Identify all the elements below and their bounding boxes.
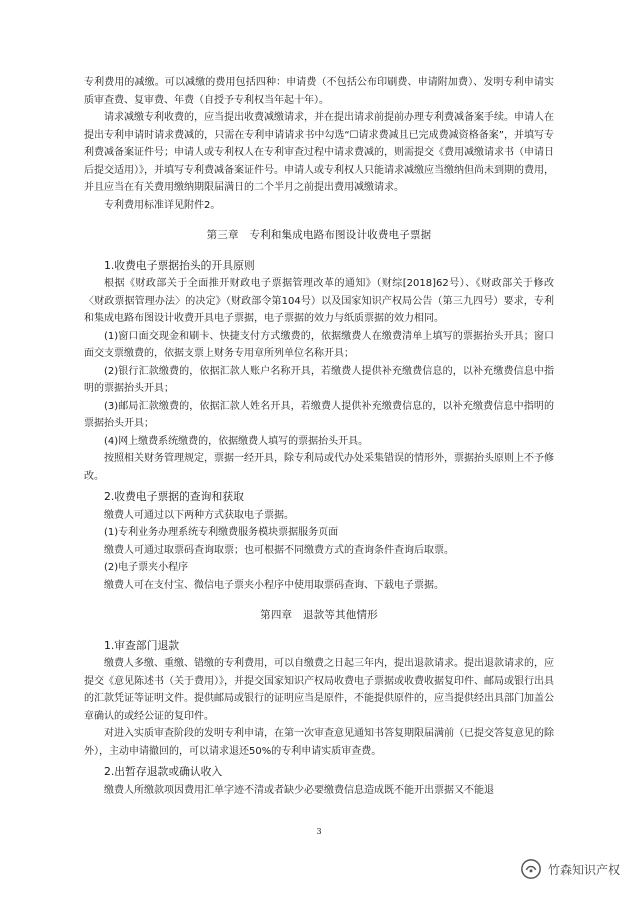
- paragraph: 按照相关财务管理规定，票据一经开具，除专利局或代办处采集错误的情形外，票据抬头原则上不予修改。: [84, 453, 554, 482]
- page-content: [84, 74, 554, 799]
- paragraph: 专利费用的减缴。可以减缴的费用包括四种：申请费（不包括公布印刷费、申请附加费）、发明专利申请实质审查费、复审费、年费（自授予专利权当年起十年）。: [84, 77, 554, 106]
- section-4-2-body: [84, 782, 554, 800]
- paragraph: 根据《财政部关于全面推开财政电子票据管理改革的通知》（财综[2018]62号）、《财政部关于修改〈财政票据管理办法〉的决定》（财政部令第104号）以及国家知识产权局公告（第三九四号）要求，专利和集成电路布图设计收费开具电子票据，电子票据的效力与纸质票据的效力相同。: [84, 278, 554, 324]
- paragraph: 缴费人可通过以下两种方式获取电子票据。: [104, 509, 294, 521]
- watermark: [520, 858, 620, 880]
- paragraph: 缴费人多缴、重缴、错缴的专利费用，可以自缴费之日起三年内，提出退款请求。提出退款请求的，应提交《意见陈述书（关于费用）》，并提交国家知识产权局收费电子票据或收费收据复印件、邮局或银行出具的汇款凭证等证明文件。提供邮局或银行的证明应当是原件，不能提供原件的，应当提供经出具部门加盖公章确认的或经公证的复印件。: [84, 658, 554, 722]
- watermark-text: 竹森知识产权: [547, 862, 620, 877]
- paragraph: 缴费人所缴款项因费用汇单字迹不清或者缺少必要缴费信息造成既不能开出票据又不能退: [104, 784, 494, 796]
- paragraph: (1)专利业务办理系统专利缴费服务模块票据服务页面: [104, 527, 339, 538]
- section-3-2-title: 2.收费电子票据的查询和获取: [104, 490, 244, 503]
- section-4-1-body: [84, 655, 554, 760]
- paragraph: 请求减缴专利收费的，应当提出收费减缴请求，并在提出请求前提前办理专利费减备案手续。申请人在提出专利申请时请求费减的，只需在专利申请请求书中勾选“☐请求费减且已完成费减资格备案”，并填写专利费减备案证件号；申请人或专利权人在专利审查过程中请求费减的，则需提交《费用减缴请求书（申请日后提交适用）》，并填写专利费减备案证件号。申请人或专利权人只能请求减缴应当缴纳但尚未到期的费用，并且应当在有关费用缴纳期限届满日的二个半月之前提出费用减缴请求。: [84, 112, 554, 193]
- intro-paragraphs: [84, 74, 554, 214]
- paragraph: (2)电子票夹小程序: [104, 562, 189, 573]
- paragraph: 缴费人可在支付宝、微信电子票夹小程序中使用取票码查询、下载电子票据。: [104, 579, 444, 591]
- wechat-official-account-icon: [520, 858, 542, 880]
- paragraph: 对进入实质审查阶段的发明专利申请，在第一次审查意见通知书答复期限届满前（已提交答复意见的除外），主动申请撤回的，可以请求退还50%的专利申请实质审查费。: [84, 728, 554, 757]
- paragraph: (2)银行汇款缴费的，依据汇款人账户名称开具，若缴费人提供补充缴费信息的，以补充缴费信息中指明的票据抬头开具；: [84, 365, 554, 394]
- paragraph: 专利费用标准详见附件2。: [104, 199, 221, 211]
- paragraph: (1)窗口面交现金和刷卡、快捷支付方式缴费的，依据缴费人在缴费清单上填写的票据抬头开具；窗口面交支票缴费的，依据支票上财务专用章所列单位名称开具；: [84, 330, 554, 359]
- page-number: 3: [316, 827, 322, 836]
- section-4-1-title: 1.审查部门退款: [104, 638, 180, 652]
- section-3-1-body: [84, 275, 554, 485]
- section-3-2-body: [84, 507, 554, 595]
- paragraph: (3)邮局汇款缴费的，依据汇款人姓名开具，若缴费人提供补充缴费信息的，以补充缴费信息中指明的票据抬头开具；: [84, 400, 554, 429]
- chapter-3-title: 第三章 专利和集成电路布图设计收费电子票据: [206, 229, 432, 241]
- paragraph: 缴费人可通过取票码查询取票；也可根据不同缴费方式的查询条件查询后取票。: [104, 544, 454, 556]
- paragraph: (4)网上缴费系统缴费的，依据缴费人填写的票据抬头开具。: [104, 435, 369, 447]
- section-3-1-title: 1.收费电子票据抬头的开具原则: [104, 258, 255, 272]
- chapter-4-title: 第四章 退款等其他情形: [260, 609, 378, 621]
- section-4-2-title: 2.出暂存退款或确认收入: [104, 765, 223, 778]
